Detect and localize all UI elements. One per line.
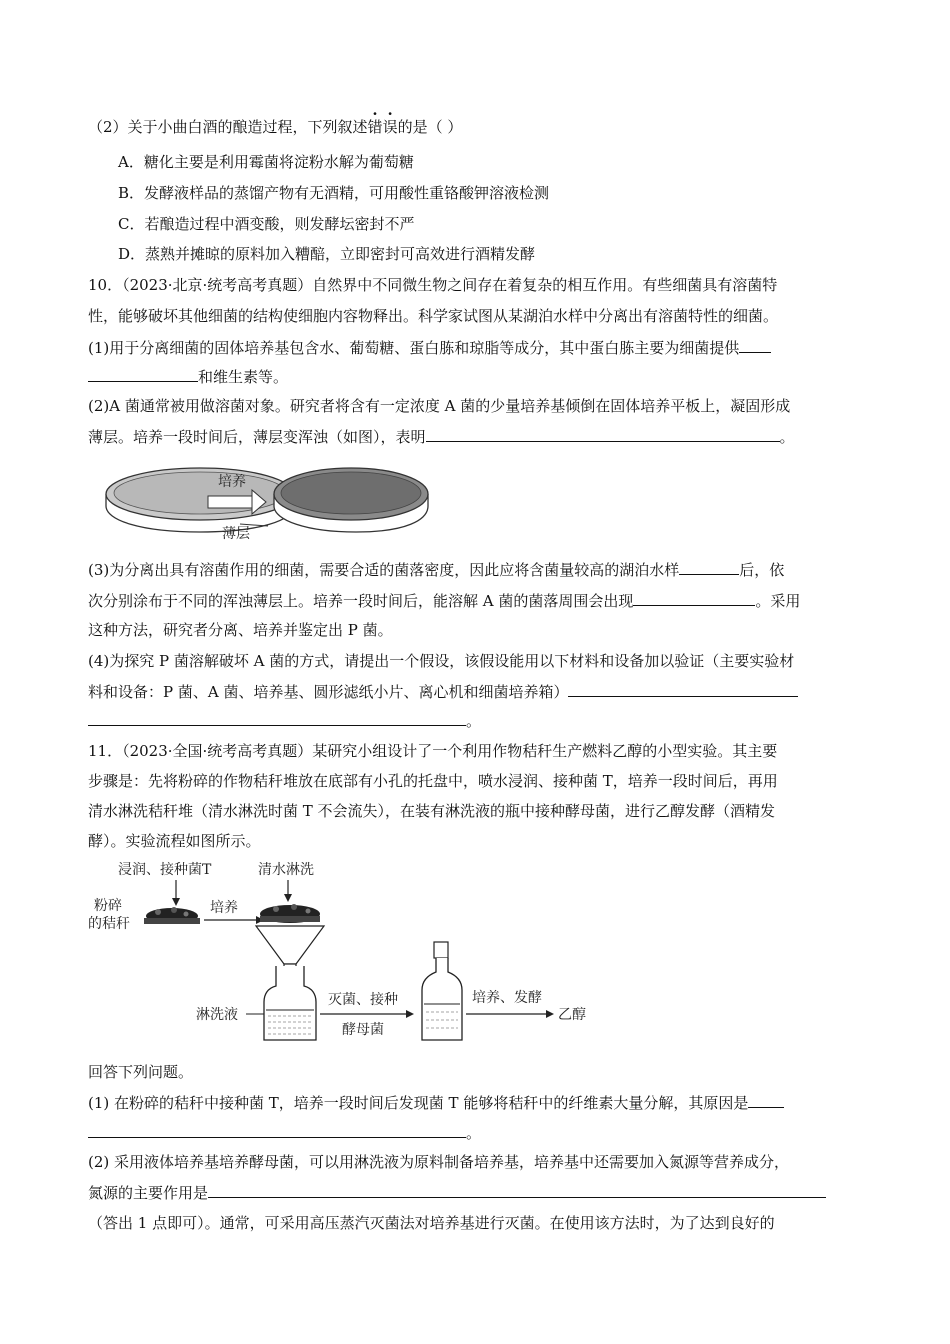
q11-part1-text-end: 。 [466,1124,482,1142]
fig-sterilize-label-2: 酵母菌 [342,1022,384,1038]
q11-part1-text: (1) 在粉碎的秸秆中接种菌 T，培养一段时间后发现菌 T 能够将秸秆中的纤维素大量分解，其原因是 [88,1094,749,1112]
q9-option-a: A．糖化主要是利用霉菌将淀粉水解为葡萄糖 [118,153,414,171]
q10-stem-line2: 性，能够破坏其他细菌的结构使细胞内容物释出。科学家试图从某湖泊水样中分离出有溶菌特性的细菌。 [88,307,779,325]
q10-part3-text: (3)为分离出具有溶菌作用的细菌，需要合适的菌落密度，因此应将含菌量较高的湖泊水样 [88,561,680,579]
q10-part4-text: 料和设备：P 菌、A 菌、培养基、圆形滤纸小片、离心机和细菌培养箱） [88,683,569,701]
answer-blank[interactable] [88,1122,466,1138]
eluate-flask [264,966,316,1040]
q11-part1-line1 [88,1092,784,1113]
straw-tray [144,907,200,924]
fig-soak-label: 浸润、接种菌T [118,862,212,878]
fermentation-bottle [422,942,462,1040]
q10-part3-line3: 这种方法，研究者分离、培养并鉴定出 P 菌。 [88,621,393,639]
fig-straw-label-2: 的秸秆 [88,916,130,932]
q11-part2-line3: （答出 1 点即可）。通常，可采用高压蒸汽灭菌法对培养基进行灭菌。在使用该方法时，为了达到良好的 [88,1214,775,1232]
fig-straw-label-1: 粉碎 [94,898,122,914]
q11-stem-line4: 酵）。实验流程如图所示。 [88,832,261,850]
answer-blank[interactable] [568,681,798,697]
petri-dish-figure [100,462,430,544]
q10-part1-line1 [88,337,771,358]
q11-part1-line2 [88,1122,481,1143]
q11-answer-intro: 回答下列问题。 [88,1063,194,1081]
q10-stem-line1: 10．（2023·北京·统考高考真题）自然界中不同微生物之间存在着复杂的相互作用。有些细菌具有溶菌特 [88,276,778,294]
answer-blank[interactable] [633,590,755,606]
q9-option-c: C．若酿造过程中酒变酸，则发酵坛密封不严 [118,215,415,233]
fig-ethanol-label: 乙醇 [558,1007,586,1023]
answer-blank[interactable] [426,426,780,442]
answer-blank[interactable] [208,1182,826,1198]
q10-part1-line2 [88,366,288,387]
answer-blank[interactable] [679,559,739,575]
q10-part3-text-d: 。采用 [755,592,801,610]
answer-blank[interactable] [739,337,771,353]
petri-dish-clear [106,462,294,535]
fig-rinse-label: 清水淋洗 [258,862,314,878]
q9-stem-text: （2）关于小曲白酒的酿造过程，下列叙述 [88,118,368,136]
q9-option-d: D．蒸熟并摊晾的原料加入糟醅，立即密封可高效进行酒精发酵 [118,245,536,263]
fig-layer-label: 薄层 [222,526,250,542]
q11-stem-line2: 步骤是：先将粉碎的作物秸秆堆放在底部有小孔的托盘中，喷水浸润、接种菌 T，培养一段时间后，再用 [88,772,778,790]
q11-stem-line1: 11．（2023·全国·统考高考真题）某研究小组设计了一个利用作物秸秆生产燃料乙醇的小型实验。其主要 [88,742,778,760]
answer-blank[interactable] [88,366,198,382]
fig-sterilize-label-1: 灭菌、接种 [328,992,398,1008]
q10-part2-line2 [88,426,795,447]
q9-stem-emphasis-2: 误 [382,118,398,136]
q11-part2-line1: (2) 采用液体培养基培养酵母菌，可以用淋洗液为原料制备培养基，培养基中还需要加入氮源等营养成分， [88,1153,790,1171]
q10-part2-line1: (2)A 菌通常被用做溶菌对象。研究者将含有一定浓度 A 菌的少量培养基倾倒在固体培养平板上，凝固形成 [88,397,791,415]
q10-part4-line2 [88,681,798,702]
q10-part3-text-c: 次分别涂布于不同的浑浊薄层上。培养一段时间后，能溶解 A 菌的菌落周围会出现 [88,592,634,610]
q9-stem-emphasis-1: 错 [367,118,383,136]
fig-culture-label: 培养 [218,474,246,490]
petri-dish-turbid [274,468,428,532]
answer-blank[interactable] [88,710,466,726]
ethanol-flow-figure [84,854,604,1044]
q10-part4-text-end: 。 [466,712,482,730]
q10-part1-text: (1)用于分离细菌的固体培养基包含水、葡萄糖、蛋白胨和琼脂等成分，其中蛋白胨主要为细菌提供 [88,339,740,357]
answer-blank[interactable] [748,1092,784,1108]
q10-part3-line2 [88,590,800,611]
q10-part3-line1 [88,559,784,580]
fig-ferment-label: 培养、发酵 [472,990,542,1006]
q10-part2-text-end: 。 [779,428,795,446]
q10-part4-line1: (4)为探究 P 菌溶解破坏 A 菌的方式，请提出一个假设，该假设能用以下材料和设备加以验证（主要实验材 [88,652,795,670]
fig-culture-label-2: 培养 [210,900,238,916]
q10-part3-text-b: 后，依 [739,561,785,579]
fig-eluate-label: 淋洗液 [196,1007,238,1023]
q11-stem-line3: 清水淋洗秸秆堆（清水淋洗时菌 T 不会流失），在装有淋洗液的瓶中接种酵母菌，进行乙醇发酵（酒精发 [88,802,776,820]
q9-option-b: B．发酵液样品的蒸馏产物有无酒精，可用酸性重铬酸钾溶液检测 [118,184,550,202]
q10-part1-text-end: 和维生素等。 [198,368,289,386]
q9-stem-text-end: 的是（ ） [397,118,463,136]
q9-stem [88,117,462,137]
q10-part4-line3 [88,710,481,731]
q10-part2-text: 薄层。培养一段时间后，薄层变浑浊（如图），表明 [88,428,426,446]
q11-part2-line2 [88,1182,826,1203]
q11-part2-text: 氮源的主要作用是 [88,1184,209,1202]
